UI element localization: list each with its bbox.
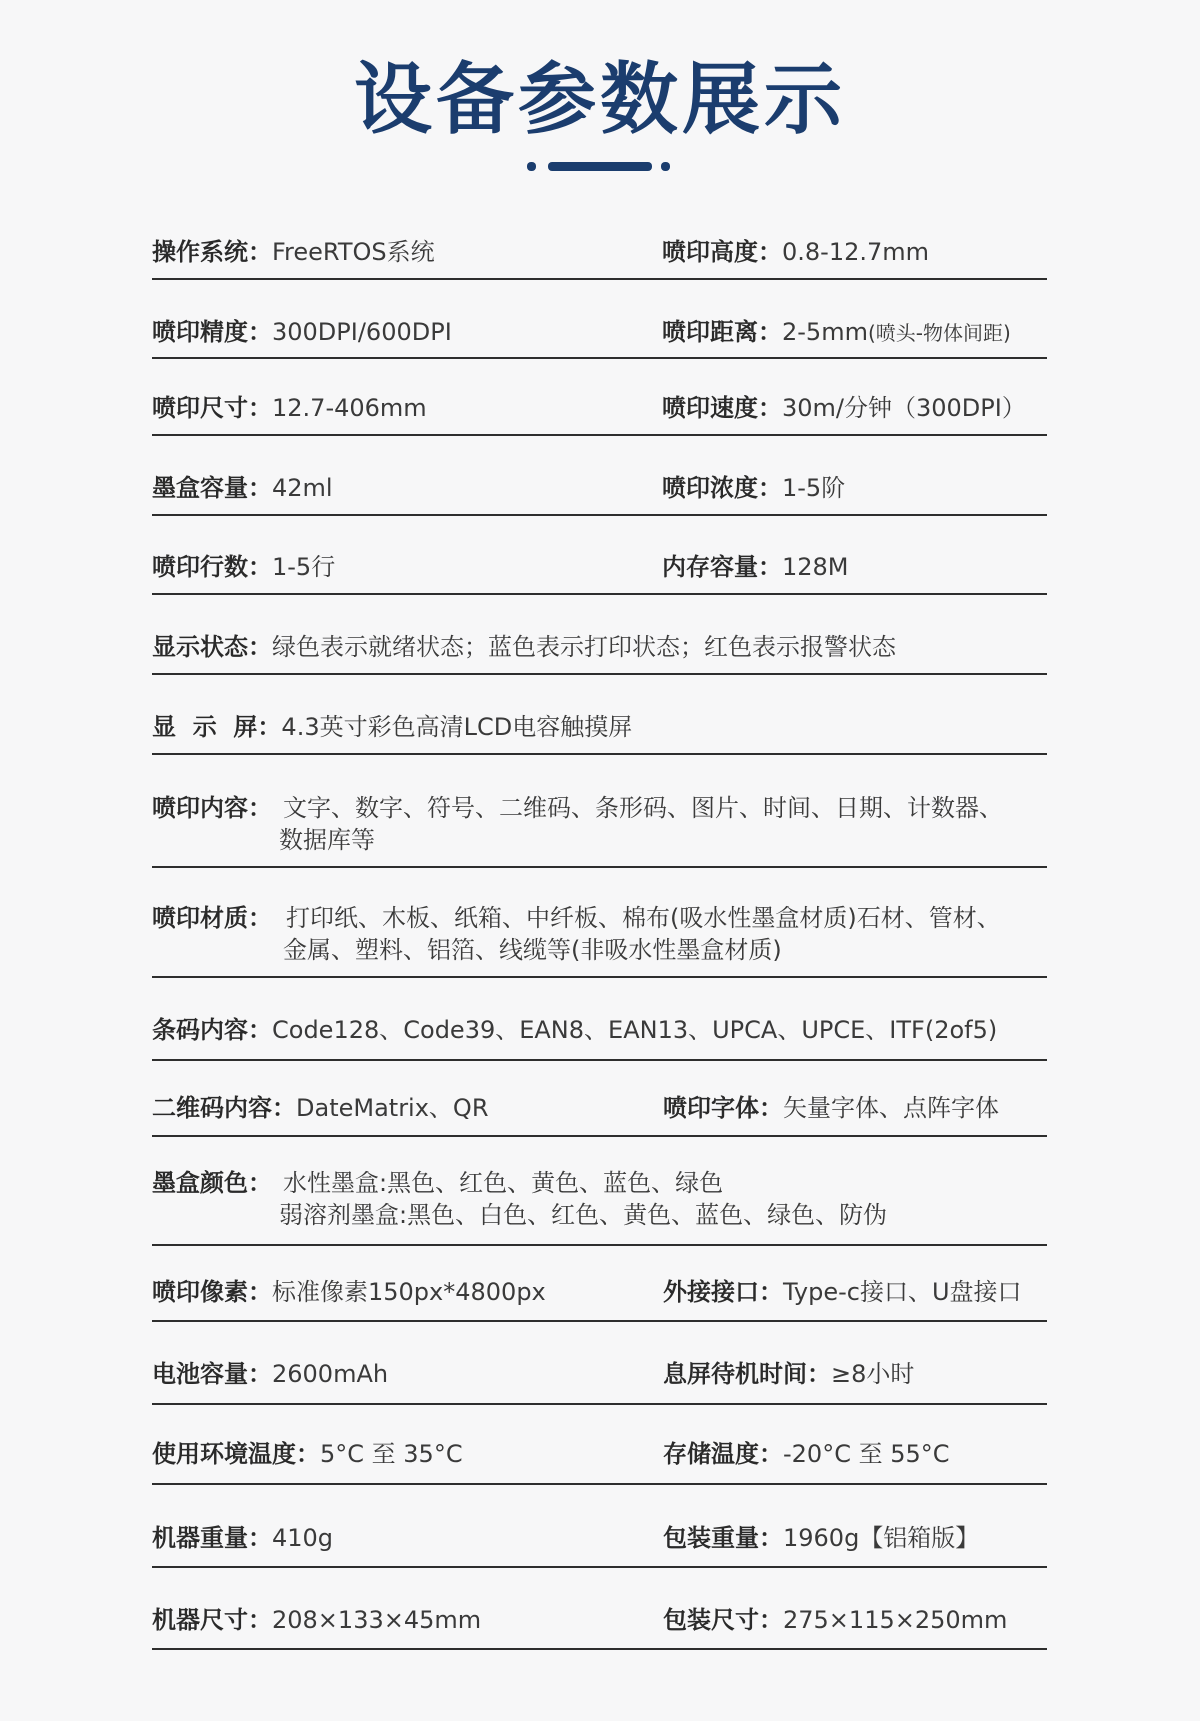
- spec-label: 显示状态: [152, 633, 248, 661]
- spec-label: 包装尺寸: [663, 1606, 759, 1634]
- spec-label: 条码内容: [152, 1016, 248, 1044]
- page-title: 设备参数展示: [353, 55, 846, 145]
- spec-label: 喷印像素: [152, 1278, 248, 1306]
- spec-value: 1-5阶: [782, 474, 846, 502]
- spec-status-display: 显示状态：绿色表示就绪状态；蓝色表示打印状态；红色表示报警状态: [152, 633, 896, 661]
- spec-value: 2-5mm: [782, 318, 868, 346]
- spec-value-line: 金属、塑料、铝箔、线缆等(非吸水性墨盒材质): [283, 936, 782, 964]
- spec-print-distance: 喷印距离：2-5mm(喷头-物体间距): [662, 318, 1011, 346]
- spec-label: 使用环境温度: [152, 1440, 296, 1468]
- spec-barcode-content: 条码内容：Code128、Code39、EAN8、EAN13、UPCA、UPCE、ITF(2of5): [152, 1016, 998, 1044]
- spec-screen: 显 示 屏：4.3英寸彩色高清LCD电容触摸屏: [152, 713, 633, 741]
- spec-label: 喷印字体: [663, 1094, 759, 1122]
- row-divider: [152, 976, 1047, 978]
- spec-value-line: 打印纸、木板、纸箱、中纤板、棉布(吸水性墨盒材质)石材、管材、: [286, 904, 1001, 932]
- spec-value: Type-c接口、U盘接口: [783, 1278, 1022, 1306]
- spec-value: 12.7-406mm: [272, 394, 427, 422]
- spec-cartridge-capacity: 墨盒容量：42ml: [152, 474, 333, 502]
- spec-print-resolution: 喷印精度：300DPI/600DPI: [152, 318, 452, 346]
- spec-value: 410g: [272, 1524, 334, 1552]
- spec-label: 喷印尺寸: [152, 394, 248, 422]
- spec-value: 275×115×250mm: [783, 1606, 1008, 1634]
- row-divider: [152, 1403, 1047, 1405]
- row-divider: [152, 434, 1047, 436]
- spec-operating-temperature: 使用环境温度：5°C 至 35°C: [152, 1440, 463, 1468]
- spec-print-speed: 喷印速度：30m/分钟（300DPI）: [662, 394, 1026, 422]
- spec-label: 墨盒容量: [152, 474, 248, 502]
- spec-value: 1-5行: [272, 553, 336, 581]
- row-divider: [152, 1648, 1047, 1650]
- row-divider: [152, 1566, 1047, 1568]
- spec-label: 喷印精度: [152, 318, 248, 346]
- spec-value-line: 文字、数字、符号、二维码、条形码、图片、时间、日期、计数器、: [283, 794, 1003, 822]
- spec-value: 绿色表示就绪状态；蓝色表示打印状态；红色表示报警状态: [272, 633, 896, 661]
- spec-value-line: 水性墨盒:黑色、红色、黄色、蓝色、绿色: [283, 1169, 724, 1197]
- spec-operating-system: 操作系统：FreeRTOS系统: [152, 238, 435, 266]
- row-divider: [152, 514, 1047, 516]
- spec-label: 喷印内容: [152, 794, 248, 822]
- spec-storage-temperature: 存储温度：-20°C 至 55°C: [663, 1440, 950, 1468]
- row-divider: [152, 1483, 1047, 1485]
- row-divider: [152, 1135, 1047, 1137]
- row-divider: [152, 278, 1047, 280]
- spec-label: 墨盒颜色: [152, 1169, 248, 1197]
- spec-value-line: 数据库等: [279, 826, 375, 854]
- spec-label: 存储温度: [663, 1440, 759, 1468]
- spec-label: 喷印距离: [662, 318, 758, 346]
- spec-label: 外接接口: [663, 1278, 759, 1306]
- spec-value: 208×133×45mm: [272, 1606, 482, 1634]
- spec-value: 0.8-12.7mm: [782, 238, 930, 266]
- spec-label: 机器重量: [152, 1524, 248, 1552]
- spec-value-line: 弱溶剂墨盒:黑色、白色、红色、黄色、蓝色、绿色、防伪: [279, 1201, 888, 1229]
- spec-machine-size: 机器尺寸：208×133×45mm: [152, 1606, 482, 1634]
- spec-label: 操作系统: [152, 238, 248, 266]
- spec-label: 息屏待机时间: [663, 1360, 807, 1388]
- spec-standby-time: 息屏待机时间：≥8小时: [663, 1360, 915, 1388]
- spec-label: 喷印材质: [152, 904, 248, 932]
- spec-value: 矢量字体、点阵字体: [783, 1094, 999, 1122]
- spec-value: 2600mAh: [272, 1360, 389, 1388]
- row-divider: [152, 753, 1047, 755]
- spec-print-content: 喷印内容： 文字、数字、符号、二维码、条形码、图片、时间、日期、计数器、 数据库等: [152, 794, 1003, 854]
- spec-label: 显 示 屏: [152, 713, 258, 741]
- spec-package-weight: 包装重量：1960g【铝箱版】: [663, 1524, 980, 1552]
- spec-cartridge-colors: 墨盒颜色： 水性墨盒:黑色、红色、黄色、蓝色、绿色 弱溶剂墨盒:黑色、白色、红色、黄色、蓝色、绿色、防伪: [152, 1169, 888, 1229]
- spec-value: 1960g【铝箱版】: [783, 1524, 980, 1552]
- spec-value: 4.3英寸彩色高清LCD电容触摸屏: [281, 713, 633, 741]
- title-decoration-dot: [527, 162, 536, 171]
- spec-value: 300DPI/600DPI: [272, 318, 452, 346]
- spec-label: 二维码内容: [152, 1094, 272, 1122]
- spec-print-pixels: 喷印像素：标准像素150px*4800px: [152, 1278, 546, 1306]
- spec-machine-weight: 机器重量：410g: [152, 1524, 334, 1552]
- spec-memory: 内存容量：128M: [662, 553, 849, 581]
- spec-value: 5°C 至 35°C: [320, 1440, 463, 1468]
- row-divider: [152, 673, 1047, 675]
- spec-print-size: 喷印尺寸：12.7-406mm: [152, 394, 427, 422]
- row-divider: [152, 1059, 1047, 1061]
- spec-label: 喷印浓度: [662, 474, 758, 502]
- row-divider: [152, 593, 1047, 595]
- spec-value: DateMatrix、QR: [296, 1094, 489, 1122]
- row-divider: [152, 1320, 1047, 1322]
- spec-label: 喷印速度: [662, 394, 758, 422]
- spec-value: 128M: [782, 553, 849, 581]
- spec-package-size: 包装尺寸：275×115×250mm: [663, 1606, 1008, 1634]
- spec-external-ports: 外接接口：Type-c接口、U盘接口: [663, 1278, 1022, 1306]
- spec-value-note: (喷头-物体间距): [867, 321, 1011, 345]
- spec-value: 30m/分钟（300DPI）: [782, 394, 1026, 422]
- spec-label: 喷印行数: [152, 553, 248, 581]
- row-divider: [152, 1244, 1047, 1246]
- spec-value: FreeRTOS系统: [272, 238, 435, 266]
- spec-label: 电池容量: [152, 1360, 248, 1388]
- spec-print-lines: 喷印行数：1-5行: [152, 553, 336, 581]
- spec-print-materials: 喷印材质： 打印纸、木板、纸箱、中纤板、棉布(吸水性墨盒材质)石材、管材、 金属、塑料、铝箔、线缆等(非吸水性墨盒材质): [152, 904, 1001, 964]
- spec-print-height: 喷印高度：0.8-12.7mm: [662, 238, 930, 266]
- spec-value: 标准像素150px*4800px: [272, 1278, 546, 1306]
- spec-value: Code128、Code39、EAN8、EAN13、UPCA、UPCE、ITF(2of5): [272, 1016, 998, 1044]
- spec-battery: 电池容量：2600mAh: [152, 1360, 389, 1388]
- row-divider: [152, 357, 1047, 359]
- title-decoration-bar: [548, 162, 652, 171]
- row-divider: [152, 866, 1047, 868]
- spec-print-density: 喷印浓度：1-5阶: [662, 474, 846, 502]
- spec-label: 机器尺寸: [152, 1606, 248, 1634]
- spec-print-font: 喷印字体：矢量字体、点阵字体: [663, 1094, 999, 1122]
- spec-label: 包装重量: [663, 1524, 759, 1552]
- spec-qr-content: 二维码内容：DateMatrix、QR: [152, 1094, 489, 1122]
- spec-label: 喷印高度: [662, 238, 758, 266]
- spec-value: -20°C 至 55°C: [783, 1440, 950, 1468]
- spec-value: ≥8小时: [831, 1360, 915, 1388]
- spec-value: 42ml: [272, 474, 333, 502]
- spec-label: 内存容量: [662, 553, 758, 581]
- title-decoration-dot: [661, 162, 670, 171]
